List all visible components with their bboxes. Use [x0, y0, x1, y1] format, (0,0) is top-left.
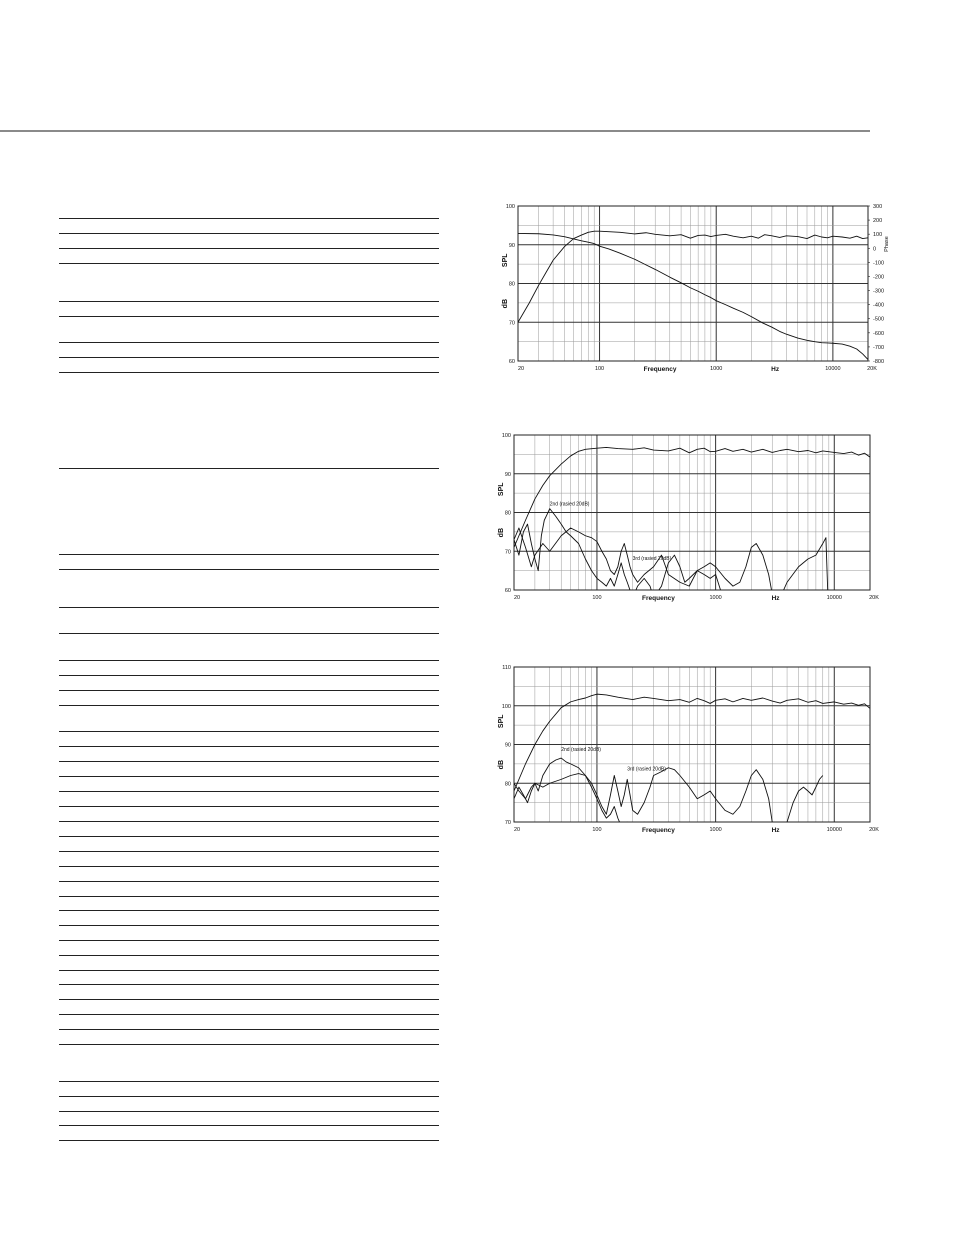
- y2-tick-label: -700: [873, 344, 885, 351]
- y-axis-label-spl: SPL: [498, 482, 505, 497]
- y-tick-label: 60: [504, 588, 511, 594]
- table-row-rule: [59, 940, 439, 941]
- y2-axis-label: Phase: [884, 236, 890, 252]
- y-tick-label: 60: [508, 359, 515, 365]
- annotation-label: 3rd (rasied 20dB): [627, 766, 666, 773]
- x-tick-label: 20: [514, 827, 521, 833]
- y-tick-label: 90: [504, 742, 511, 749]
- y2-tick-label: -500: [873, 316, 885, 323]
- y-tick-label: 100: [505, 204, 515, 210]
- table-row-rule: [59, 705, 439, 706]
- table-row-rule: [59, 999, 439, 1000]
- y2-tick-label: 200: [873, 218, 883, 225]
- y2-tick-label: 300: [873, 204, 883, 210]
- table-row-rule: [59, 910, 439, 911]
- table-row-rule: [59, 866, 439, 867]
- table-row-rule: [59, 746, 439, 747]
- x-axis-unit: Hz: [771, 366, 780, 373]
- y2-tick-label: 0: [873, 246, 877, 253]
- x-tick-label: 1000: [710, 366, 723, 372]
- table-row-rule: [59, 660, 439, 661]
- grid: [518, 206, 868, 361]
- table-row-rule: [59, 1029, 439, 1030]
- table-row-rule: [59, 1014, 439, 1015]
- y-axis-label-db: dB: [498, 759, 505, 770]
- table-row-rule: [59, 248, 439, 249]
- table-row-rule: [59, 984, 439, 985]
- series-line-2: [518, 233, 868, 359]
- y2-tick-label: 100: [873, 232, 883, 239]
- table-row-rule: [59, 607, 439, 608]
- y-axis-label-spl: SPL: [502, 253, 509, 268]
- table-row-rule: [59, 881, 439, 882]
- table-row-rule: [59, 690, 439, 691]
- table-row-rule: [59, 955, 439, 956]
- y-tick-label: 100: [501, 433, 511, 439]
- table-row-rule: [59, 675, 439, 676]
- table-row-rule: [59, 468, 439, 469]
- table-row-rule: [59, 633, 439, 634]
- table-row-rule: [59, 1044, 439, 1045]
- x-tick-label: 100: [592, 827, 602, 833]
- table-row-rule: [59, 1081, 439, 1082]
- y-tick-label: 100: [501, 703, 511, 710]
- y2-tick-label: -800: [873, 359, 885, 365]
- y2-tick-label: -400: [873, 302, 885, 309]
- x-tick-label: 10000: [826, 827, 842, 833]
- y-tick-label: 80: [508, 281, 515, 288]
- table-row-rule: [59, 301, 439, 302]
- table-row-rule: [59, 357, 439, 358]
- annotation-label: 3rd (rasied 20dB): [632, 555, 672, 562]
- table-row-rule: [59, 791, 439, 792]
- table-row-rule: [59, 218, 439, 219]
- x-tick-label: 10000: [825, 366, 841, 372]
- x-axis-unit: Hz: [771, 827, 780, 834]
- x-tick-label: 20K: [869, 827, 879, 833]
- x-tick-label: 100: [592, 595, 602, 601]
- table-row-rule: [59, 569, 439, 570]
- table-row-rule: [59, 806, 439, 807]
- series-line-2: [514, 509, 725, 598]
- table-row-rule: [59, 1140, 439, 1141]
- x-axis-label: Frequency: [642, 827, 675, 834]
- y2-tick-label: -100: [873, 260, 885, 267]
- table-row-rule: [59, 554, 439, 555]
- table-row-rule: [59, 263, 439, 264]
- table-row-rule: [59, 372, 439, 373]
- x-tick-label: 20K: [869, 595, 879, 601]
- annotation-label: 2nd (rasied 20dB): [549, 501, 590, 508]
- table-row-rule: [59, 836, 439, 837]
- distortion-chart-high: [500, 660, 900, 840]
- table-row-rule: [59, 1111, 439, 1112]
- x-tick-label: 20: [514, 595, 521, 601]
- x-tick-label: 1000: [709, 827, 722, 833]
- y-tick-label: 90: [508, 242, 515, 249]
- y-tick-label: 70: [504, 820, 511, 826]
- x-tick-label: 10000: [826, 595, 842, 601]
- distortion-chart-low: [500, 428, 900, 608]
- table-row-rule: [59, 821, 439, 822]
- grid: [514, 667, 870, 822]
- table-row-rule: [59, 761, 439, 762]
- y-axis-label-db: dB: [502, 298, 509, 309]
- y-tick-label: 80: [504, 510, 511, 517]
- table-row-rule: [59, 731, 439, 732]
- y-axis-label-db: dB: [498, 527, 505, 538]
- y-tick-label: 80: [504, 781, 511, 788]
- y2-tick-label: -200: [873, 274, 885, 281]
- y-tick-label: 90: [504, 471, 511, 478]
- y-tick-label: 70: [504, 549, 511, 556]
- x-axis-label: Frequency: [643, 366, 677, 373]
- table-row-rule: [59, 851, 439, 852]
- annotation-label: 2nd (rasied 20dB): [561, 747, 601, 754]
- table-row-rule: [59, 1125, 439, 1126]
- table-row-rule: [59, 316, 439, 317]
- table-row-rule: [59, 925, 439, 926]
- x-axis-label: Frequency: [642, 595, 675, 602]
- y-tick-label: 70: [508, 320, 515, 327]
- y-tick-label: 110: [502, 665, 511, 671]
- table-row-rule: [59, 342, 439, 343]
- x-tick-label: 20: [518, 366, 525, 372]
- y-axis-label-spl: SPL: [498, 714, 505, 729]
- x-axis-unit: Hz: [771, 595, 780, 602]
- table-row-rule: [59, 776, 439, 777]
- header-rule: [0, 130, 870, 132]
- table-row-rule: [59, 1096, 439, 1097]
- table-row-rule: [59, 970, 439, 971]
- table-row-rule: [59, 233, 439, 234]
- x-tick-label: 1000: [709, 595, 722, 601]
- table-row-rule: [59, 896, 439, 897]
- y2-tick-label: -300: [873, 288, 885, 295]
- y2-tick-label: -600: [873, 330, 885, 337]
- spl-phase-chart: [500, 198, 900, 380]
- x-tick-label: 20K: [867, 366, 877, 372]
- x-tick-label: 100: [594, 366, 605, 372]
